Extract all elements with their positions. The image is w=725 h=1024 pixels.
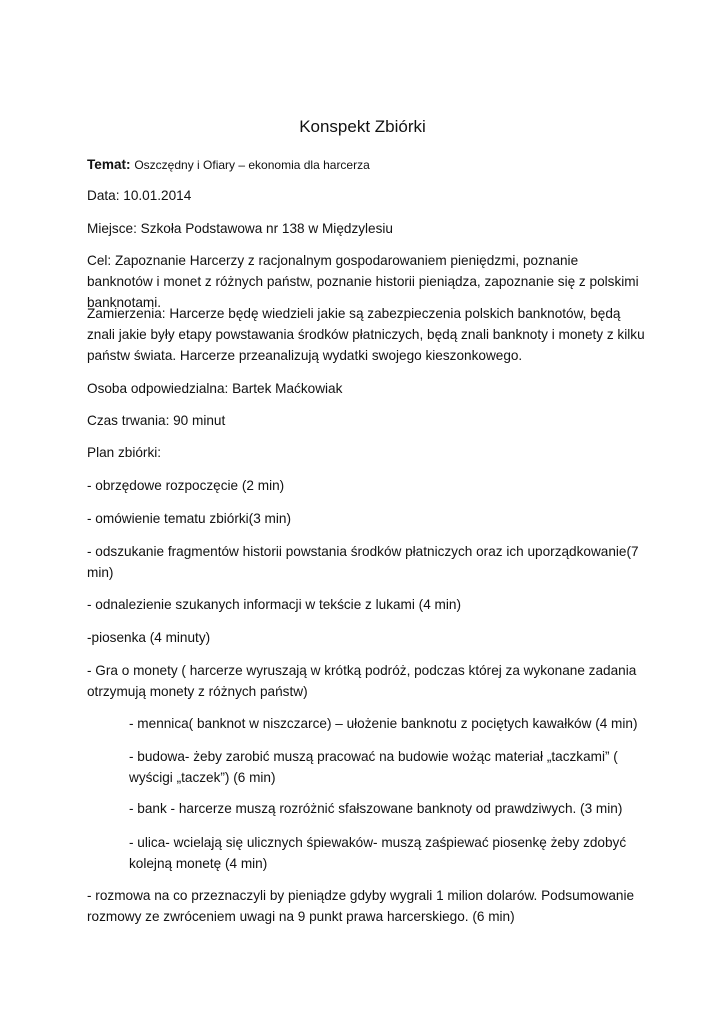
topic-label: Temat: [87,157,131,172]
plan-item: - odnalezienie szukanych informacji w tekście z lukami (4 min) [87,597,461,612]
summary-paragraph: - rozmowa na co przeznaczyli by pieniądze gdyby wygrali 1 milion dolarów. Podsumowanie rozmowy ze zwróceniem uwagi na 9 punkt prawa harcerskiego. (6 min) [87,888,635,924]
plan-item-game: - Gra o monety ( harcerze wyruszają w krótką podróż, podczas której za wykonane zadania otrzymują monety z różnych państw) [87,663,637,699]
topic-line [87,154,647,176]
plan-item: - omówienie tematu zbiórki(3 min) [87,511,291,526]
plan-item: - obrzędowe rozpoczęcie (2 min) [87,478,285,493]
place-line: Miejsce: Szkoła Podstawowa nr 138 w Międzylesiu [87,221,393,236]
topic-value: Oszczędny i Ofiary – ekonomia dla harcerza [134,158,370,172]
game-subitem: - mennica( banknot w niszczarce) – ułożenie banknotu z pociętych kawałków (4 min) [129,716,638,731]
plan-item: -piosenka (4 minuty) [87,630,211,645]
goal-paragraph: Cel: Zapoznanie Harcerzy z racjonalnym gospodarowaniem pieniędzmi, poznanie banknotów i monet z różnych państw, poznanie historii pieniądza, zapoznanie się z polskimi banknotami. [87,253,639,310]
intentions-paragraph: Zamierzenia: Harcerze będę wiedzieli jakie są zabezpieczenia polskich banknotów, będą znali jakie były etapy powstawania środków płatniczych, będą znali banknoty i monety z kilku państw świata. Harcerze przeanalizują wydatki swojego kieszonkowego. [87,306,645,363]
plan-item: - odszukanie fragmentów historii powstania środków płatniczych oraz ich uporządkowanie(7 min) [87,544,639,580]
game-subitem: - bank - harcerze muszą rozróżnić sfałszowane banknoty od prawdziwych. (3 min) [129,801,623,816]
plan-heading: Plan zbiórki: [87,445,162,460]
document-title: Konspekt Zbiórki [299,117,426,136]
game-subitem: - ulica- wcielają się ulicznych śpiewaków- muszą zaśpiewać piosenkę żeby zdobyć kolejną monetę (4 min) [129,835,627,871]
game-subitem: - budowa- żeby zarobić muszą pracować na budowie wożąc materiał „taczkami” ( wyścigi „taczek”) (6 min) [129,749,618,785]
responsible-line: Osoba odpowiedzialna: Bartek Maćkowiak [87,381,343,396]
duration-line: Czas trwania: 90 minut [87,413,226,428]
date-line: Data: 10.01.2014 [87,188,192,203]
